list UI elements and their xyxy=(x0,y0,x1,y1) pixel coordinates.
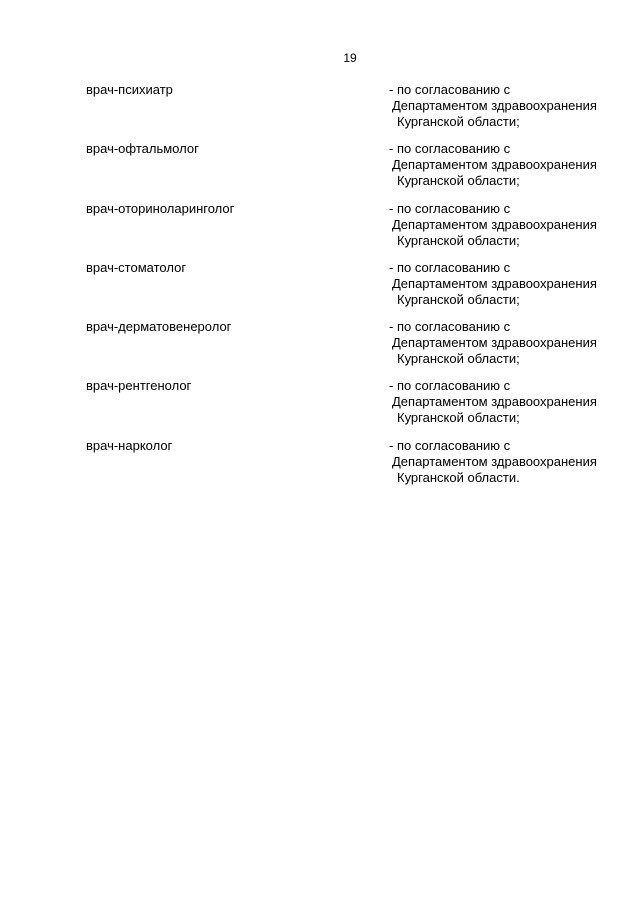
list-item xyxy=(0,141,640,200)
approval-note-line: - по согласованию с xyxy=(389,141,511,157)
list-item xyxy=(0,260,640,319)
approval-note-line: - по согласованию с xyxy=(389,437,511,453)
approval-note-line: Курганской области; xyxy=(397,114,520,129)
approval-note-line: - по согласованию с xyxy=(389,259,511,275)
list-item xyxy=(0,378,640,437)
page-number: 19 xyxy=(343,51,357,65)
approval-note-line: Курганской области; xyxy=(397,291,520,307)
approval-note-line: - по согласованию с xyxy=(389,319,511,335)
approval-note xyxy=(388,378,597,426)
approval-note-line: Курганской области. xyxy=(397,469,520,485)
approval-note-line: - по согласованию с xyxy=(389,378,511,394)
approval-note-line: Департаментом здравоохранения xyxy=(392,157,597,173)
approval-note-line: Департаментом здравоохранения xyxy=(392,453,597,469)
specialist-role: врач-психиатр xyxy=(86,82,173,97)
list-item xyxy=(0,319,640,378)
approval-note-line: Курганской области; xyxy=(397,232,520,248)
specialist-role: врач-рентгенолог xyxy=(86,378,192,394)
approval-note xyxy=(388,201,597,249)
approval-note xyxy=(388,438,597,486)
specialist-role: врач-офтальмолог xyxy=(86,141,199,157)
specialist-role: врач-нарколог xyxy=(86,437,173,453)
specialist-role: врач-стоматолог xyxy=(86,259,187,275)
specialist-role: врач-оториноларинголог xyxy=(86,200,235,216)
approval-note-line: Департаментом здравоохранения xyxy=(392,275,597,291)
approval-note-line: Департаментом здравоохранения xyxy=(392,98,597,113)
approval-note-line: Департаментом здравоохранения xyxy=(392,394,597,410)
list-item xyxy=(0,438,640,497)
approval-note-line: Курганской области; xyxy=(397,351,520,367)
list-item xyxy=(0,201,640,260)
specialist-list xyxy=(0,82,640,497)
approval-note-line: - по согласованию с xyxy=(389,82,511,97)
approval-note-line: Курганской области; xyxy=(397,410,520,426)
approval-note-line: Курганской области; xyxy=(397,173,520,189)
approval-note xyxy=(388,82,597,130)
specialist-role: врач-дерматовенеролог xyxy=(86,319,232,335)
list-item xyxy=(0,82,640,141)
approval-note-line: Департаментом здравоохранения xyxy=(392,216,597,232)
approval-note-line: Департаментом здравоохранения xyxy=(392,335,597,351)
approval-note xyxy=(388,319,597,367)
approval-note xyxy=(388,141,597,189)
approval-note-line: - по согласованию с xyxy=(389,200,511,216)
approval-note xyxy=(388,260,597,308)
